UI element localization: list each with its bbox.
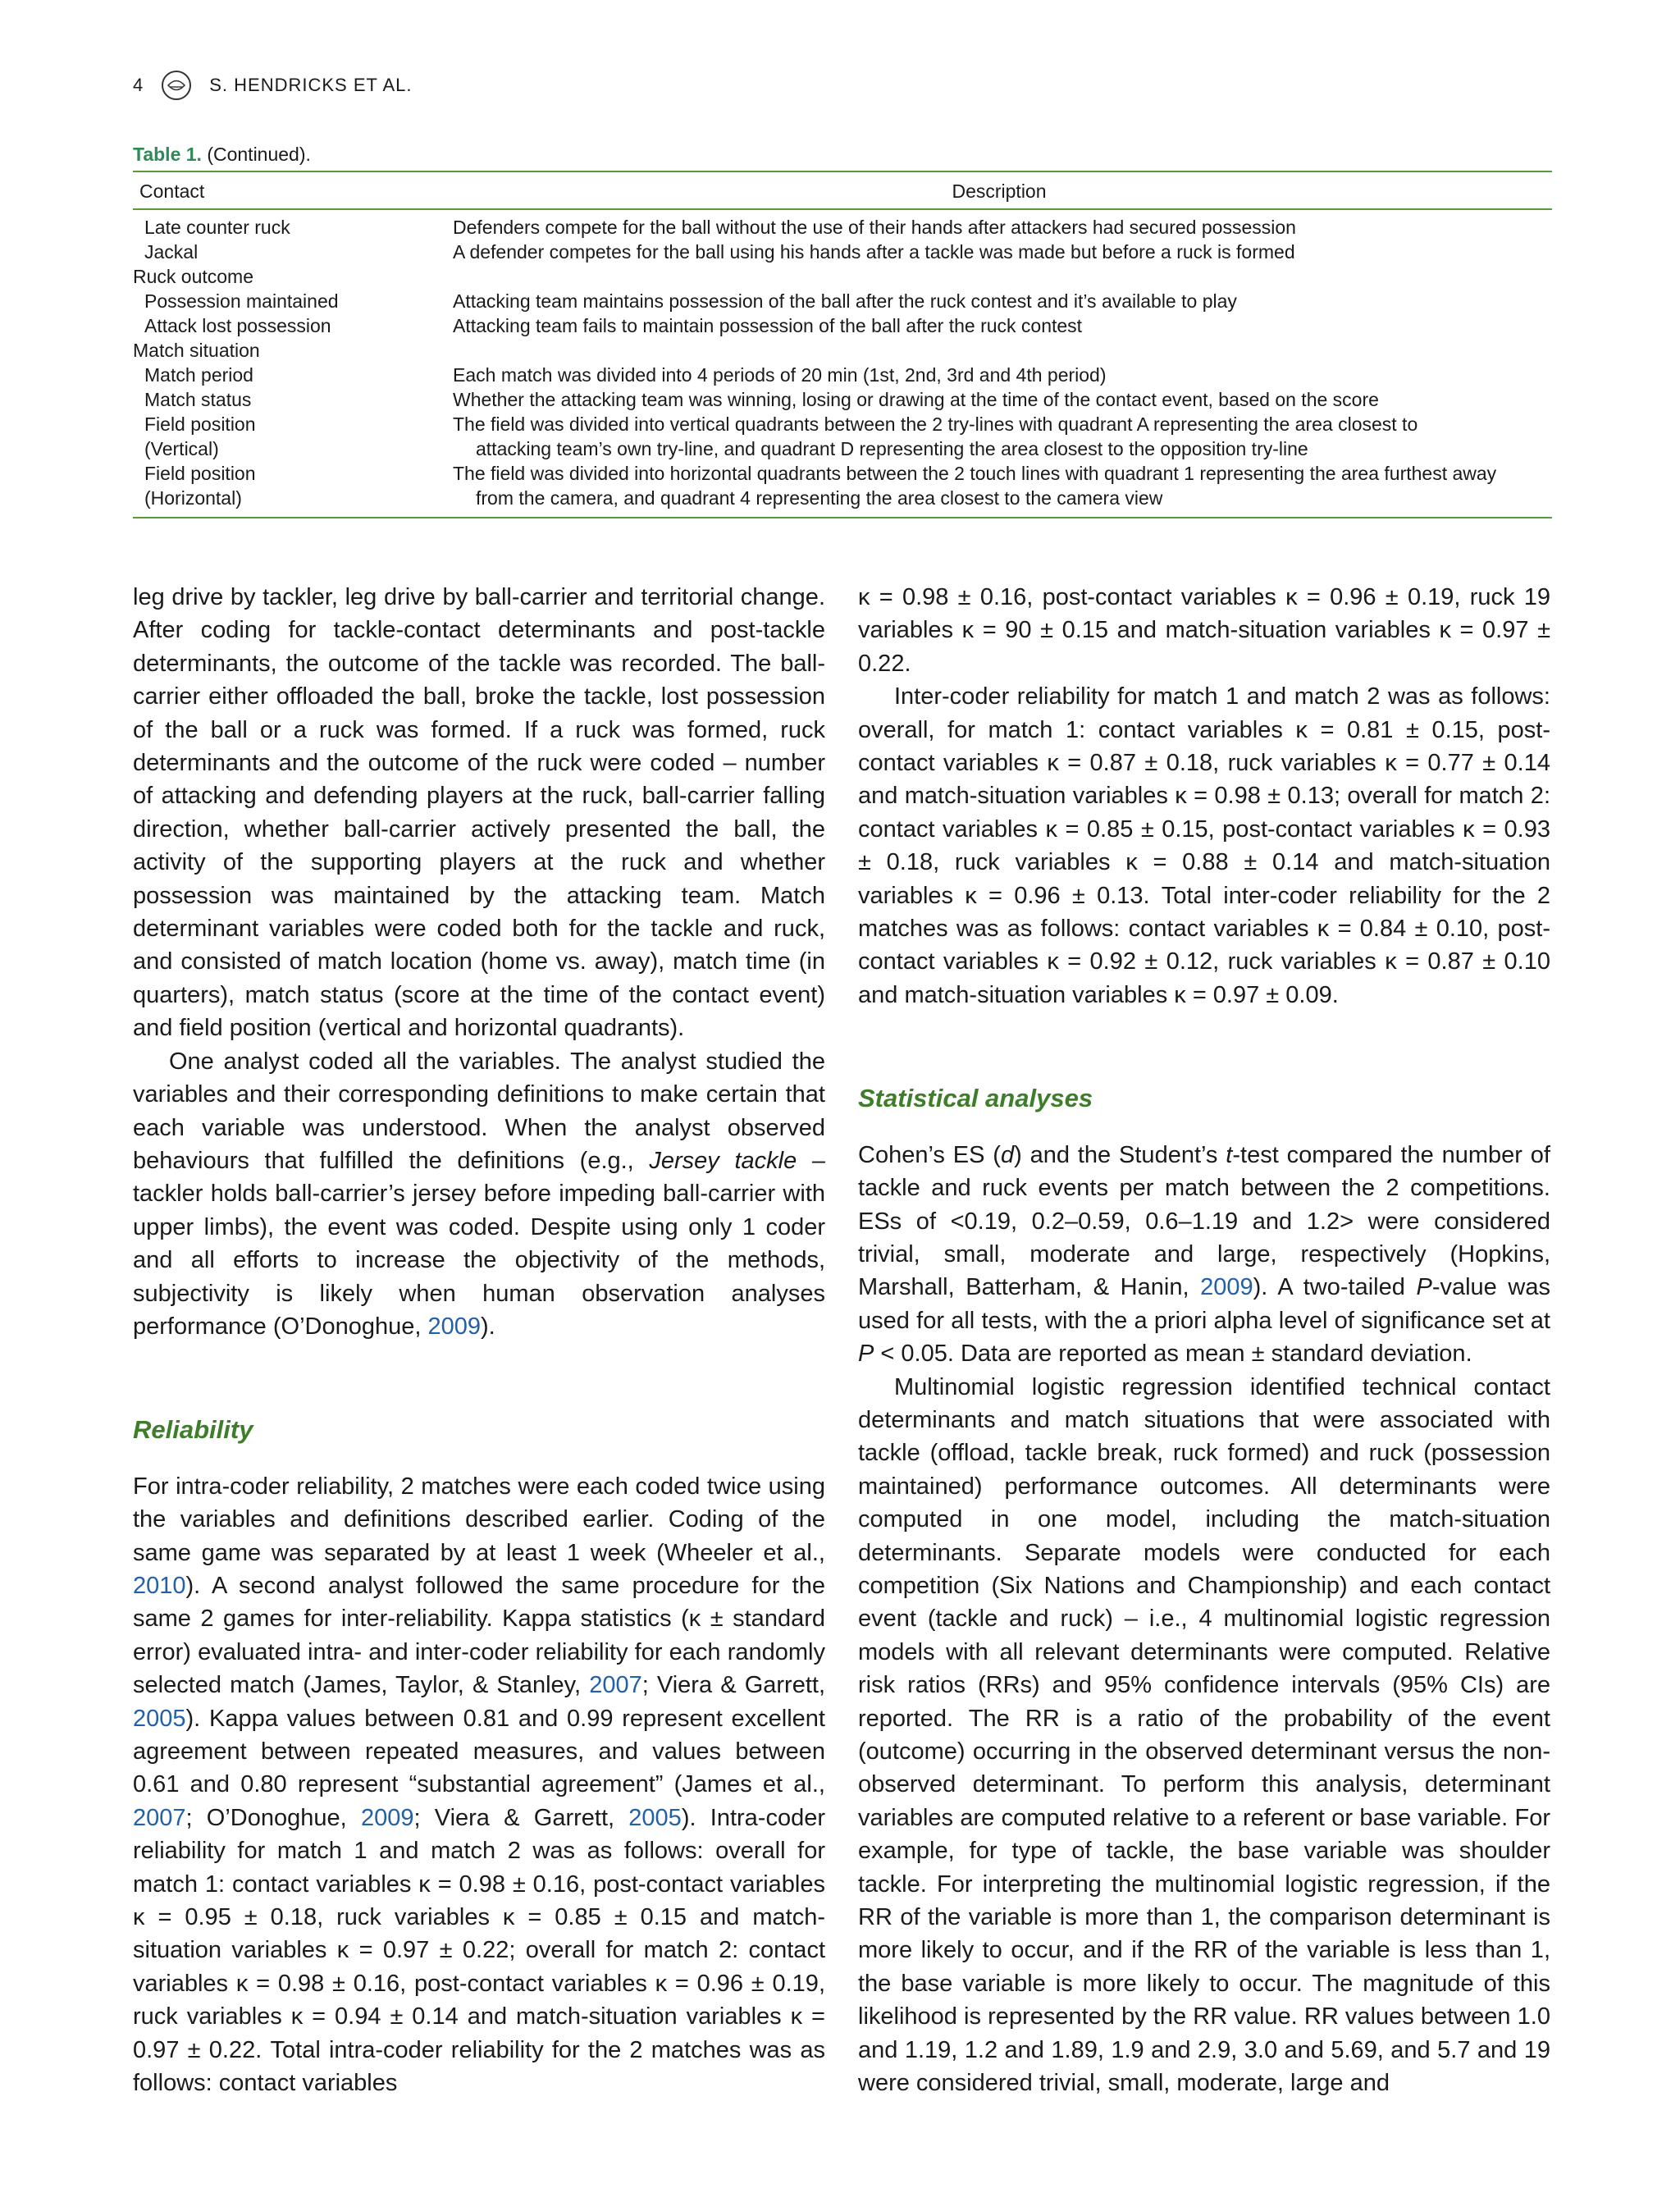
paragraph: Inter-coder reliability for match 1 and match 2 was as follows: overall, for match 1: contact variables κ = 0.81 ± 0.15, post-contact variables κ = 0.87 ± 0.18, ruck variables κ = 0.77 ± 0.14 and match-situation variables κ = 0.98 ± 0.13; overall for match 2: contact variables κ = 0.85 ± 0.15, post-contact variables κ = 0.93 ± 0.18, ruck variables κ = 0.88 ± 0.14 and match-situation variables κ = 0.96 ± 0.13. Total inter-coder reliability for the 2 matches was as follows: contact variables κ = 0.84 ± 0.10, post-contact variables κ = 0.92 ± 0.12, ruck variables κ = 0.87 ± 0.10 and match-situation variables κ = 0.97 ± 0.09. [858, 683, 1550, 1008]
citation-link[interactable]: 2010 [133, 1572, 186, 1599]
table-description: Defenders compete for the ball without the use of their hands after attackers had secured possession [453, 217, 1296, 238]
paragraph: leg drive by tackler, leg drive by ball-carrier and territorial change. After coding for tackle-contact determinants and post-tackle determinants, the outcome of the tackle was recorded. The ball-carrier either offloaded the ball, broke the tackle, lost possession of the ball or a ruck was formed. If a ruck was formed, ruck determinants and the outcome of the ruck were coded – number of attacking and defending players at the ruck, ball-carrier falling direction, whether ball-carrier actively presented the ball, the activity of the supporting players at the ruck and whether possession was maintained by the attacking team. Match determinant variables were coded both for the tackle and ruck, and consisted of match location (home vs. away), match time (in quarters), match status (score at the time of the contact event) and field position (vertical and horizontal quadrants). [133, 584, 825, 1042]
text-run: ). Kappa values between 0.81 and 0.99 represent excellent agreement between repeated measures, and values between 0.61 and 0.80 represent “substantial agreement” (James et al., [133, 1705, 825, 1798]
table-description: Whether the attacking team was winning, losing or drawing at the time of the contact event, based on the score [453, 389, 1379, 410]
table-label: Table 1. [133, 144, 202, 165]
publisher-logo-icon [162, 71, 191, 100]
text-run: ; O’Donoghue, [185, 1804, 361, 1831]
column-header-description: Description [446, 171, 1552, 209]
table-term: Match period [144, 364, 253, 386]
table-row [133, 313, 1552, 338]
text-run: For intra-coder reliability, 2 matches were each coded twice using the variables and definitions described earlier. Coding of the same game was separated by at least 1 week (Wheeler et al., [133, 1473, 825, 1566]
running-authors: S. HENDRICKS ET AL. [209, 75, 413, 95]
table-term: Jackal [144, 241, 199, 263]
citation-link[interactable]: 2007 [133, 1804, 186, 1831]
section-spacer [133, 1343, 825, 1414]
table-row [133, 461, 1552, 518]
table-header-row [133, 171, 1552, 209]
citation-link[interactable]: 2005 [133, 1705, 186, 1732]
column-header-contact: Contact [133, 171, 446, 209]
table-group-row [133, 264, 1552, 289]
citation-link[interactable]: 2009 [427, 1313, 481, 1340]
paragraph: κ = 0.98 ± 0.16, post-contact variables κ = 0.96 ± 0.19, ruck 19 variables κ = 90 ± 0.15 and match-situation variables κ = 0.97 ± 0.22. [858, 584, 1550, 677]
table-term [133, 461, 446, 518]
text-run: ). A second analyst followed the same procedure for the same 2 games for inter-reliability. Kappa statistics (κ ± standard error) evaluated intra- and inter-coder reliability for each randomly selected match (James, Taylor, & Stanley, [133, 1572, 825, 1699]
text-run: Cohen’s ES ( [858, 1141, 1001, 1168]
section-spacer [858, 1012, 1550, 1082]
citation-link[interactable]: 2009 [360, 1804, 414, 1831]
table-group-label: Ruck outcome [133, 266, 254, 287]
heading-spacer [858, 1116, 1550, 1139]
citation-link[interactable]: 2009 [1200, 1274, 1253, 1301]
section-heading-reliability: Reliability [133, 1415, 253, 1445]
table-description: Each match was divided into 4 periods of 20 min (1st, 2nd, 3rd and 4th period) [453, 364, 1107, 386]
table-term: Late counter ruck [144, 217, 290, 238]
table-row [133, 412, 1552, 461]
text-run: ) and the Student’s [1014, 1141, 1226, 1168]
citation-link[interactable]: 2005 [628, 1804, 682, 1831]
paragraph [858, 1139, 1550, 1371]
text-run: -value was used for all tests, with the a priori alpha level of significance set at [858, 1274, 1550, 1334]
text-run: ; Viera & Garrett, [641, 1672, 825, 1699]
table-row [133, 363, 1552, 387]
table-description-line1: The field was divided into horizontal quadrants between the 2 touch lines with quadrant 1 representing the area furthest away [453, 463, 1497, 484]
italic-symbol: P [1416, 1274, 1432, 1301]
right-column [858, 581, 1550, 2099]
paragraph [133, 1045, 825, 1344]
table-row [133, 209, 1552, 240]
table-term-line2: (Horizontal) [144, 487, 242, 509]
text-run: ). [481, 1313, 495, 1340]
text-run: ; Viera & Garrett, [413, 1804, 629, 1831]
table-description: A defender competes for the ball using his hands after a tackle was made but before a ruck is formed [453, 241, 1295, 263]
table-description-line1: The field was divided into vertical quadrants between the 2 try-lines with quadrant A representing the area closest to [453, 413, 1418, 435]
table-term: Match status [144, 389, 252, 410]
definitions-table [133, 171, 1552, 518]
table-term: Possession maintained [144, 290, 339, 312]
table-row [133, 240, 1552, 264]
text-run: – tackler holds ball-carrier’s jersey before impeding ball-carrier with upper limbs), the event was coded. Despite using only 1 coder and all efforts to increase the objectivity of the methods, subjectivity is likely when human observation analyses performance (O’Donoghue, [133, 1147, 825, 1340]
left-column [133, 581, 825, 2099]
section-heading-statistical-analyses: Statistical analyses [858, 1084, 1093, 1113]
table-description-line2: attacking team’s own try-line, and quadrant D representing the area closest to the opposition try-line [476, 438, 1308, 459]
italic-symbol: P [858, 1341, 874, 1368]
table-term-line2: (Vertical) [144, 438, 219, 459]
text-run: ). Intra-coder reliability for match 1 and match 2 was as follows: overall for match 1: contact variables κ = 0.98 ± 0.16, post-contact variables κ = 0.95 ± 0.18, ruck variables κ = 0.85 ± 0.15 and match-situation variables κ = 0.97 ± 0.22; overall for match 2: contact variables κ = 0.98 ± 0.16, post-contact variables κ = 0.96 ± 0.19, ruck variables κ = 0.94 ± 0.14 and match-situation variables κ = 0.97 ± 0.22. Total intra-coder reliability for the 2 matches was as follows: contact variables [133, 1804, 825, 2097]
italic-term: Jersey tackle [649, 1147, 797, 1174]
table-description [446, 264, 1552, 289]
text-run: ). A two-tailed [1253, 1274, 1417, 1301]
table-description [446, 338, 1552, 363]
table-term: Attack lost possession [144, 315, 331, 336]
table-row [133, 289, 1552, 313]
running-header [133, 71, 412, 100]
table-description [446, 461, 1552, 518]
table-group-label: Match situation [133, 340, 260, 361]
table-term-line1: Field position [144, 463, 256, 484]
table-description: Attacking team fails to maintain possession of the ball after the ruck contest [453, 315, 1083, 336]
page-number: 4 [133, 75, 144, 95]
italic-symbol: t [1226, 1141, 1233, 1168]
table-description: Attacking team maintains possession of the ball after the ruck contest and it’s available to play [453, 290, 1237, 312]
table-caption [133, 144, 311, 166]
italic-symbol: d [1000, 1141, 1015, 1168]
citation-link[interactable]: 2007 [589, 1672, 642, 1699]
table-description-line2: from the camera, and quadrant 4 representing the area closest to the camera view [476, 487, 1163, 509]
heading-spacer [133, 1447, 825, 1470]
text-run: -test compared the number of tackle and ruck events per match between the 2 competitions. ESs of <0.19, 0.2–0.59, 0.6–1.19 and 1.2> were considered trivial, small, moderate and large, respectively (Hopkins, Marshall, Batterham, & Hanin, [858, 1141, 1550, 1301]
table-row [133, 387, 1552, 412]
table-term-line1: Field position [144, 413, 256, 435]
table-group-row [133, 338, 1552, 363]
table-term [133, 412, 446, 461]
table-description [446, 412, 1552, 461]
text-run: < 0.05. Data are reported as mean ± standard deviation. [874, 1341, 1472, 1368]
paragraph: Multinomial logistic regression identified technical contact determinants and match situations that were associated with tackle (offload, tackle break, ruck formed) and ruck (possession maintained) performance outcomes. All determinants were computed in one model, including the match-situation determinants. Separate models were conducted for each competition (Six Nations and Championship) and each contact event (tackle and ruck) – i.e., 4 multinomial logistic regression models with all relevant determinants were computed. Relative risk ratios (RRs) and 95% confidence intervals (95% CIs) are reported. The RR is a ratio of the probability of the event (outcome) occurring in the observed determinant versus the non-observed determinant. To perform this analysis, determinant variables are computed relative to a referent or base variable. For example, for type of tackle, the base variable was shoulder tackle. For interpreting the multinomial logistic regression, if the RR of the variable is more than 1, the comparison determinant is more likely to occur, and if the RR of the variable is less than 1, the base variable is more likely to occur. The magnitude of this likelihood is represented by the RR value. RR values between 1.0 and 1.19, 1.2 and 1.89, 1.9 and 2.9, 3.0 and 5.69, and 5.7 and 19 were considered trivial, small, moderate, large and [858, 1373, 1550, 2097]
paragraph [133, 1470, 825, 2100]
table-caption-text: (Continued). [201, 144, 311, 165]
text-run: One analyst coded all the variables. The analyst studied the variables and their corresponding definitions to make certain that each variable was understood. When the analyst observed behaviours that fulfilled the definitions (e.g., [133, 1048, 825, 1174]
